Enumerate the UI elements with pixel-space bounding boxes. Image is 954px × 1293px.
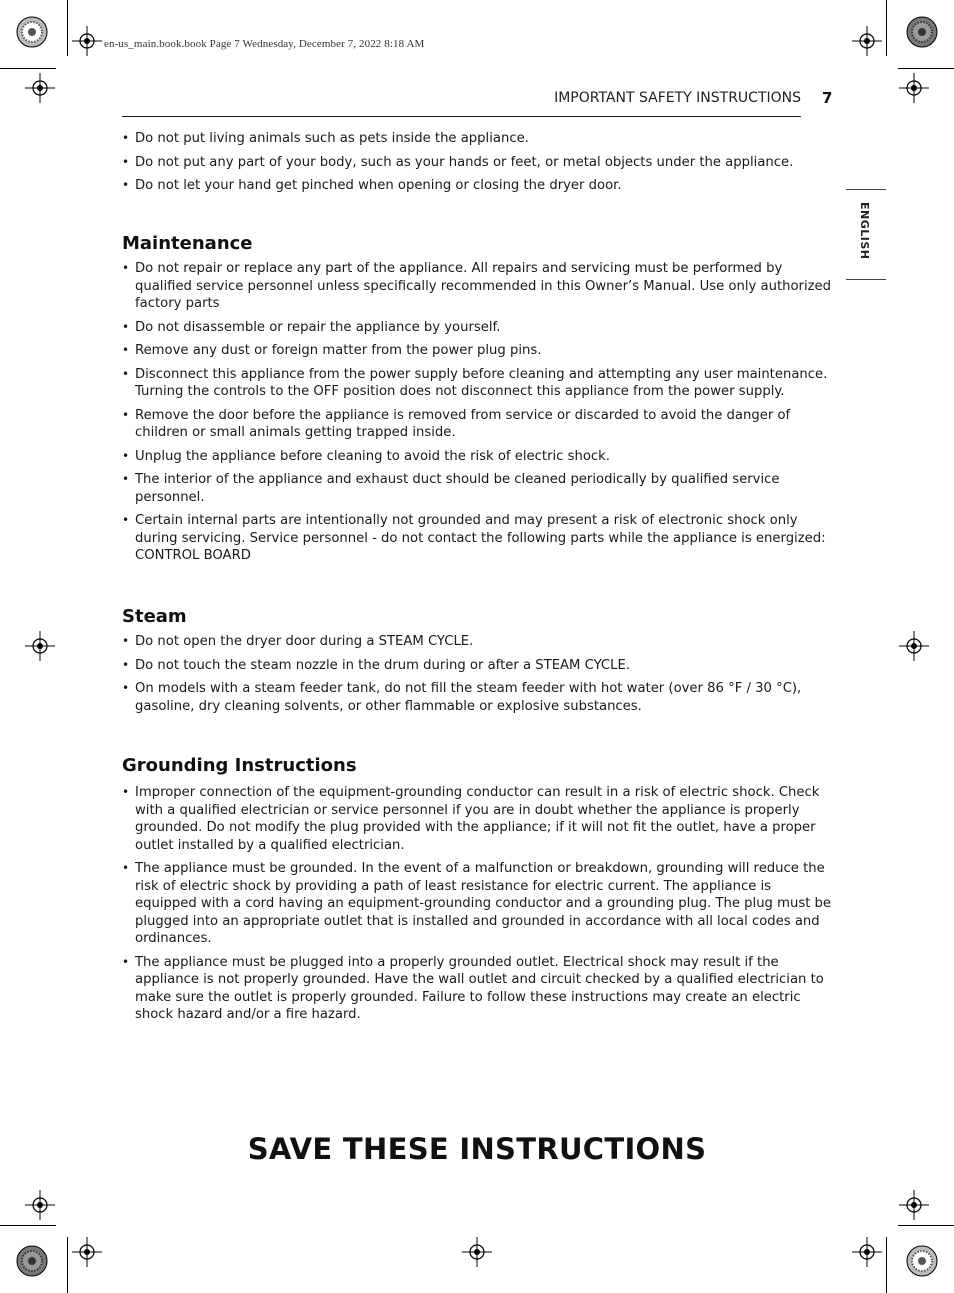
running-header-title: IMPORTANT SAFETY INSTRUCTIONS [554,90,801,106]
registration-crosshair-icon [25,73,55,103]
print-info-line: en-us_main.book.book Page 7 Wednesday, December 7, 2022 8:18 AM [104,38,425,50]
language-label: ENGLISH [858,202,871,260]
grounding-bullet-list [122,784,834,1024]
list-item: • Do not repair or replace any part of the appliance. All repairs and servicing must be performed by qualified service personnel unless specifically recommended in this Owner’s Manual. Use only authorized factory parts [122,260,834,313]
crop-mark [67,1237,68,1293]
section-heading: Maintenance [122,233,253,254]
crop-mark [0,68,56,69]
starburst-target-icon [906,1245,938,1277]
registration-crosshair-icon [462,1237,492,1267]
list-item: • Do not disassemble or repair the appliance by yourself. [122,319,834,337]
list-item: • The appliance must be grounded. In the event of a malfunction or breakdown, grounding will reduce the risk of electric shock by providing a path of least resistance for electric current. The appliance is equipped with a cord having an equipment-grounding conductor and a grounding plug. The plug must be plugged into an appropriate outlet that is installed and grounded in accordance with all local codes and ordinances. [122,860,834,948]
intro-section [122,130,834,201]
registration-crosshair-icon [72,26,102,56]
save-instructions-title: SAVE THESE INSTRUCTIONS [247,1132,707,1166]
starburst-target-icon [16,16,48,48]
list-item: • Improper connection of the equipment-grounding conductor can result in a risk of electric shock. Check with a qualified electrician or service personnel if you are in doubt whether the appliance is properly grounded. Do not modify the plug provided with the appliance; if it will not fit the outlet, have a proper outlet installed by a qualified electrician. [122,784,834,854]
list-item: • Unplug the appliance before cleaning to avoid the risk of electric shock. [122,448,834,466]
list-item: • Certain internal parts are intentionally not grounded and may present a risk of electronic shock only during servicing. Service personnel - do not contact the following parts while the appliance is energized: CONTROL BOARD [122,512,834,565]
registration-crosshair-icon [72,1237,102,1267]
grounding-section [122,755,834,1030]
list-item: • Remove the door before the appliance is removed from service or discarded to avoid the danger of children or small animals getting trapped inside. [122,407,834,442]
maintenance-section [122,233,834,571]
registration-crosshair-icon [899,631,929,661]
registration-crosshair-icon [852,1237,882,1267]
list-item: • Disconnect this appliance from the power supply before cleaning and attempting any user maintenance. Turning the controls to the OFF position does not disconnect this appliance from the power supply. [122,366,834,401]
registration-crosshair-icon [899,1190,929,1220]
crop-mark [898,68,954,69]
language-side-tab [846,189,886,280]
list-item: • The appliance must be plugged into a properly grounded outlet. Electrical shock may result if the appliance is not properly grounded. Have the wall outlet and circuit checked by a qualified electrician to make sure the outlet is properly grounded. Failure to follow these instructions may create an electric shock hazard and/or a fire hazard. [122,954,834,1024]
crop-mark [886,0,887,56]
crop-mark [898,1225,954,1226]
registration-crosshair-icon [852,26,882,56]
list-item: • The interior of the appliance and exhaust duct should be cleaned periodically by qualified service personnel. [122,471,834,506]
registration-crosshair-icon [899,73,929,103]
page-number: 7 [822,89,833,107]
crop-mark [886,1237,887,1293]
starburst-target-icon [16,1245,48,1277]
maintenance-bullet-list [122,260,834,565]
section-heading: Steam [122,606,187,627]
steam-section [122,606,834,721]
registration-crosshair-icon [25,631,55,661]
section-heading: Grounding Instructions [122,755,357,776]
list-item: • Do not touch the steam nozzle in the drum during or after a STEAM CYCLE. [122,657,834,675]
crop-mark [67,0,68,56]
list-item: • On models with a steam feeder tank, do not fill the steam feeder with hot water (over 86 °F / 30 °C), gasoline, dry cleaning solvents, or other flammable or explosive substances. [122,680,834,715]
running-header [122,88,801,117]
starburst-target-icon [906,16,938,48]
list-item: • Do not put living animals such as pets inside the appliance. [122,130,834,148]
list-item: • Do not open the dryer door during a STEAM CYCLE. [122,633,834,651]
list-item: • Remove any dust or foreign matter from the power plug pins. [122,342,834,360]
list-item: • Do not put any part of your body, such as your hands or feet, or metal objects under the appliance. [122,154,834,172]
list-item: • Do not let your hand get pinched when opening or closing the dryer door. [122,177,834,195]
registration-crosshair-icon [25,1190,55,1220]
crop-mark [0,1225,56,1226]
intro-bullet-list [122,130,834,195]
steam-bullet-list [122,633,834,715]
